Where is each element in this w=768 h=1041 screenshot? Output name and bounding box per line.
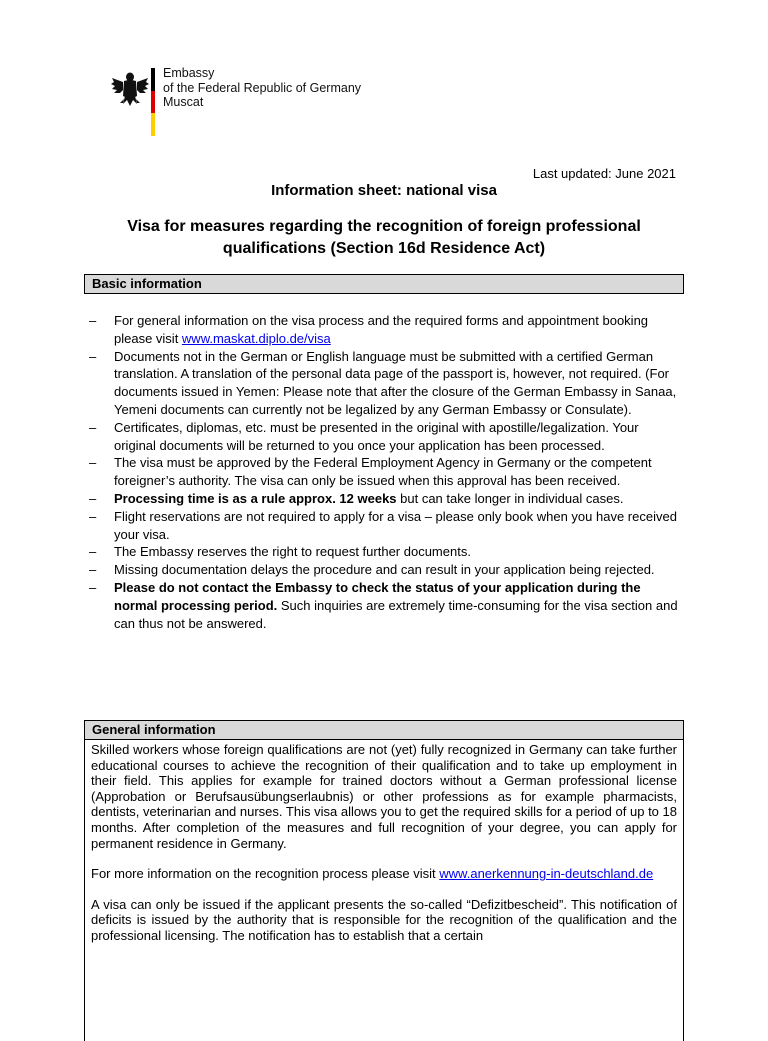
bullet-dash: – bbox=[89, 455, 97, 471]
bullet-dash: – bbox=[89, 490, 97, 506]
bullet-dash: – bbox=[89, 544, 97, 560]
paragraph-text: For more information on the recognition process please visit bbox=[91, 866, 440, 882]
basic-information-list bbox=[84, 312, 684, 632]
federal-eagle-icon bbox=[110, 66, 150, 138]
section-heading: Basic information bbox=[85, 275, 683, 293]
visa-website-link[interactable]: www.maskat.diplo.de/visa bbox=[181, 330, 331, 346]
embassy-name-line-1: Embassy bbox=[163, 66, 215, 80]
bullet-dash: – bbox=[89, 579, 97, 595]
list-item-text: Certificates, diplomas, etc. must be presented in the original with apostille/legalization. Your original documents will be returned to you once your application has been processed. bbox=[114, 419, 639, 453]
list-item-text: Such inquiries are extremely time-consuming for the visa section and can thus not be answered. bbox=[114, 597, 678, 631]
list-item-bold-text: Processing time is as a rule approx. 12 weeks bbox=[114, 490, 397, 506]
list-item bbox=[84, 312, 684, 348]
german-flag-bar bbox=[151, 68, 155, 136]
list-item-text: The visa must be approved by the Federal Employment Agency in Germany or the competent foreigner’s authority. The visa can only be issued when this approval has been received. bbox=[114, 455, 652, 489]
last-updated-date: Last updated: June 2021 bbox=[532, 166, 676, 181]
list-item bbox=[84, 579, 684, 632]
paragraph: A visa can only be issued if the applicant presents the so-called “Defizitbescheid”. This notification of deficits is issued by the authority that is responsible for the recognition of the qualification and the professional licensing. The notification has to establish that a certain bbox=[91, 896, 677, 943]
section-heading: General information bbox=[85, 721, 683, 740]
bullet-dash: – bbox=[89, 508, 97, 524]
list-item-text: Missing documentation delays the procedure and can result in your application being rejected. bbox=[114, 562, 655, 578]
bullet-dash: – bbox=[89, 313, 97, 328]
list-item-text: The Embassy reserves the right to request further documents. bbox=[114, 544, 471, 560]
recognition-website-link[interactable]: www.anerkennung-in-deutschland.de bbox=[439, 866, 654, 882]
basic-information-section bbox=[84, 274, 684, 294]
list-item-text: Flight reservations are not required to apply for a visa – please only book when you have received your visa. bbox=[114, 508, 677, 542]
bullet-dash: – bbox=[89, 562, 97, 578]
bullet-dash: – bbox=[89, 419, 97, 435]
list-item bbox=[84, 543, 684, 561]
list-item-text: but can take longer in individual cases. bbox=[396, 490, 624, 506]
paragraph bbox=[91, 866, 677, 882]
list-item bbox=[84, 490, 684, 508]
embassy-name bbox=[163, 66, 361, 110]
list-item-bold-text: Please do not contact the Embassy to check the status of your application during the normal processing period. bbox=[114, 579, 641, 613]
general-information-section bbox=[84, 720, 684, 1041]
list-item bbox=[84, 348, 684, 419]
list-item bbox=[84, 419, 684, 455]
embassy-name-line-2: of the Federal Republic of Germany bbox=[163, 80, 362, 95]
general-information-body bbox=[85, 740, 683, 944]
embassy-name-line-3: Muscat bbox=[163, 95, 204, 109]
list-item bbox=[84, 454, 684, 490]
list-item-text: For general information on the visa process and the required forms and appointment booking please visit bbox=[114, 313, 649, 346]
document-title: Information sheet: national visa bbox=[271, 182, 497, 199]
bullet-dash: – bbox=[89, 348, 97, 364]
list-item-text: Documents not in the German or English language must be submitted with a certified German translation. A translation of the personal data page of the passport is, however, not required. (For documents issued in Yemen: Please note that after the closure of the German Embassy in Sanaa, Yemeni documents can currently not be legalized by any German Embassy or Consulate). bbox=[114, 348, 677, 417]
list-item bbox=[84, 508, 684, 544]
list-item bbox=[84, 561, 684, 579]
paragraph: Skilled workers whose foreign qualifications are not (yet) fully recognized in Germany can take further educational courses to achieve the recognition of their qualification and to take up employment in their field. This applies for example for trained doctors without a German professional license (Approbation or Berufsausübungserlaubnis) or other professions as for example pharmacists, dentists, veterinarian and nurses. This visa allows you to get the required skills for a period of up to 18 months. After completion of the measures and full recognition of your degree, you can apply for permanent residence in Germany. bbox=[91, 742, 677, 851]
document-subtitle: Visa for measures regarding the recognition of foreign professional qualifications (Section 16d Residence Act) bbox=[127, 218, 641, 257]
